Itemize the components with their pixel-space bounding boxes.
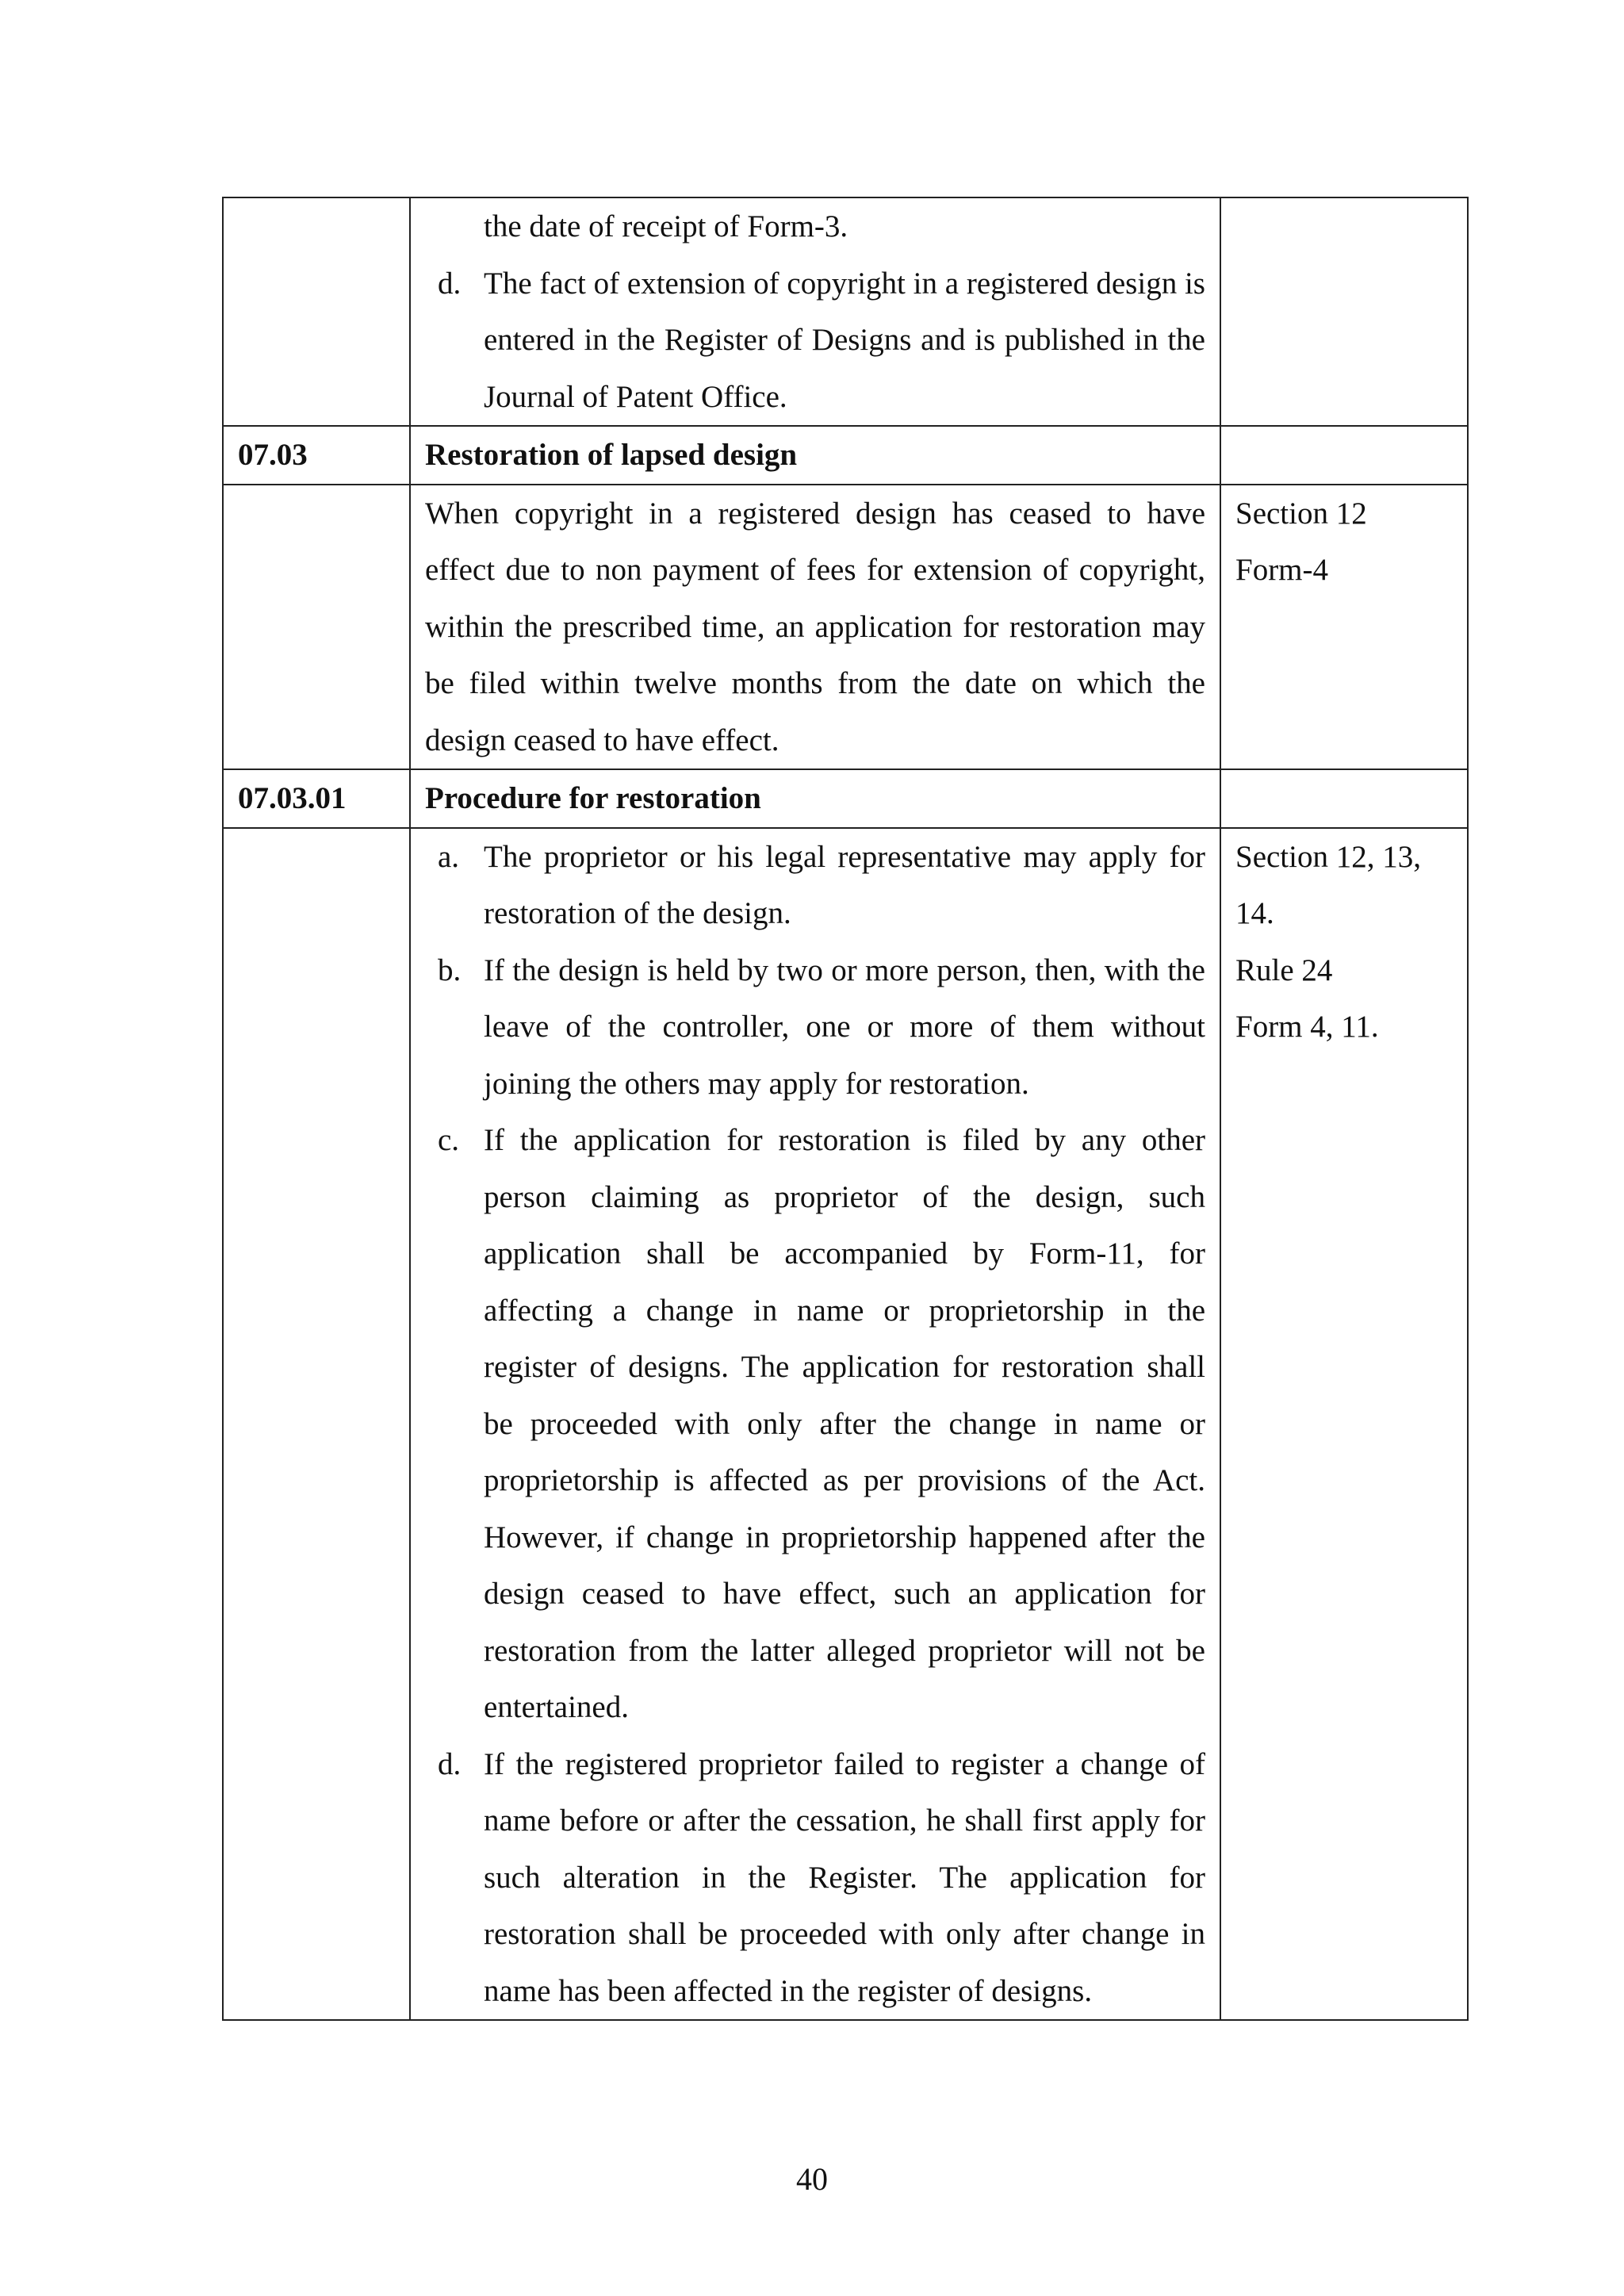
text-cell: [410, 828, 1220, 2021]
list-marker: a.: [438, 839, 460, 874]
section-number: 07.03.01: [223, 769, 410, 828]
table-row: [223, 197, 1468, 426]
table-row: [223, 426, 1468, 485]
number-cell: [223, 828, 410, 2021]
reference-line: Form-4: [1235, 553, 1328, 587]
table-row: [223, 828, 1468, 2021]
list-item-text: If the application for restoration is filed by any other person claiming as proprietor of the design, such application shall be accompanied by Form-11, for affecting a change in name or proprietorship in the register of designs. The application for restoration shall be proceeded with only after the change in name or proprietorship is affected as per provisions of the Act. However, if change in proprietorship happened after the design ceased to have effect, such an application for restoration from the latter alleged proprietor will not be entertained.: [484, 1123, 1205, 1724]
reference-line: Rule 24: [1235, 953, 1333, 987]
list-item-text: The proprietor or his legal representative may apply for restoration of the design.: [484, 839, 1205, 930]
section-paragraph: When copyright in a registered design has ceased to have effect due to non payment of fees for extension of copyright, within the prescribed time, an application for restoration may be filed within twelve months from the date on which the design ceased to have effect.: [410, 485, 1220, 770]
reference-cell: [1220, 485, 1468, 770]
list-item-text: If the registered proprietor failed to register a change of name before or after the cessation, he shall first apply for such alteration in the Register. The application for restoration shall be proceeded with only after change in name has been affected in the register of designs.: [484, 1746, 1205, 2008]
list-item: [411, 1736, 1205, 2020]
list-item-text: The fact of extension of copyright in a registered design is entered in the Register of Designs and is published in the Journal of Patent Office.: [484, 266, 1205, 414]
reference-cell: [1220, 769, 1468, 828]
list-item: [411, 829, 1205, 942]
text-cell: [410, 197, 1220, 426]
reference-line: 14.: [1235, 896, 1274, 930]
reference-line: Section 12, 13,: [1235, 839, 1421, 874]
table-row: [223, 769, 1468, 828]
continuation-text: the date of receipt of Form-3.: [484, 209, 848, 243]
number-cell: [223, 485, 410, 770]
section-heading: Restoration of lapsed design: [410, 426, 1220, 485]
list-item: [411, 1112, 1205, 1736]
list-marker: d.: [438, 266, 462, 301]
number-cell: [223, 197, 410, 426]
manual-table: [222, 197, 1469, 2021]
list-item-text: If the design is held by two or more person, then, with the leave of the controller, one or more of them without joining the others may apply for restoration.: [484, 953, 1205, 1101]
page-number: 40: [796, 2161, 828, 2197]
reference-cell: [1220, 197, 1468, 426]
section-heading: Procedure for restoration: [410, 769, 1220, 828]
reference-cell: [1220, 426, 1468, 485]
table-row: [223, 485, 1468, 770]
list-marker: b.: [438, 953, 462, 987]
list-item-continuation: [411, 198, 1205, 255]
section-number: 07.03: [223, 426, 410, 485]
reference-line: Form 4, 11.: [1235, 1010, 1379, 1044]
reference-line: Section 12: [1235, 496, 1367, 531]
list-marker: c.: [438, 1123, 460, 1157]
list-item: [411, 255, 1205, 426]
list-marker: d.: [438, 1746, 462, 1781]
reference-cell: [1220, 828, 1468, 2021]
list-item: [411, 942, 1205, 1113]
